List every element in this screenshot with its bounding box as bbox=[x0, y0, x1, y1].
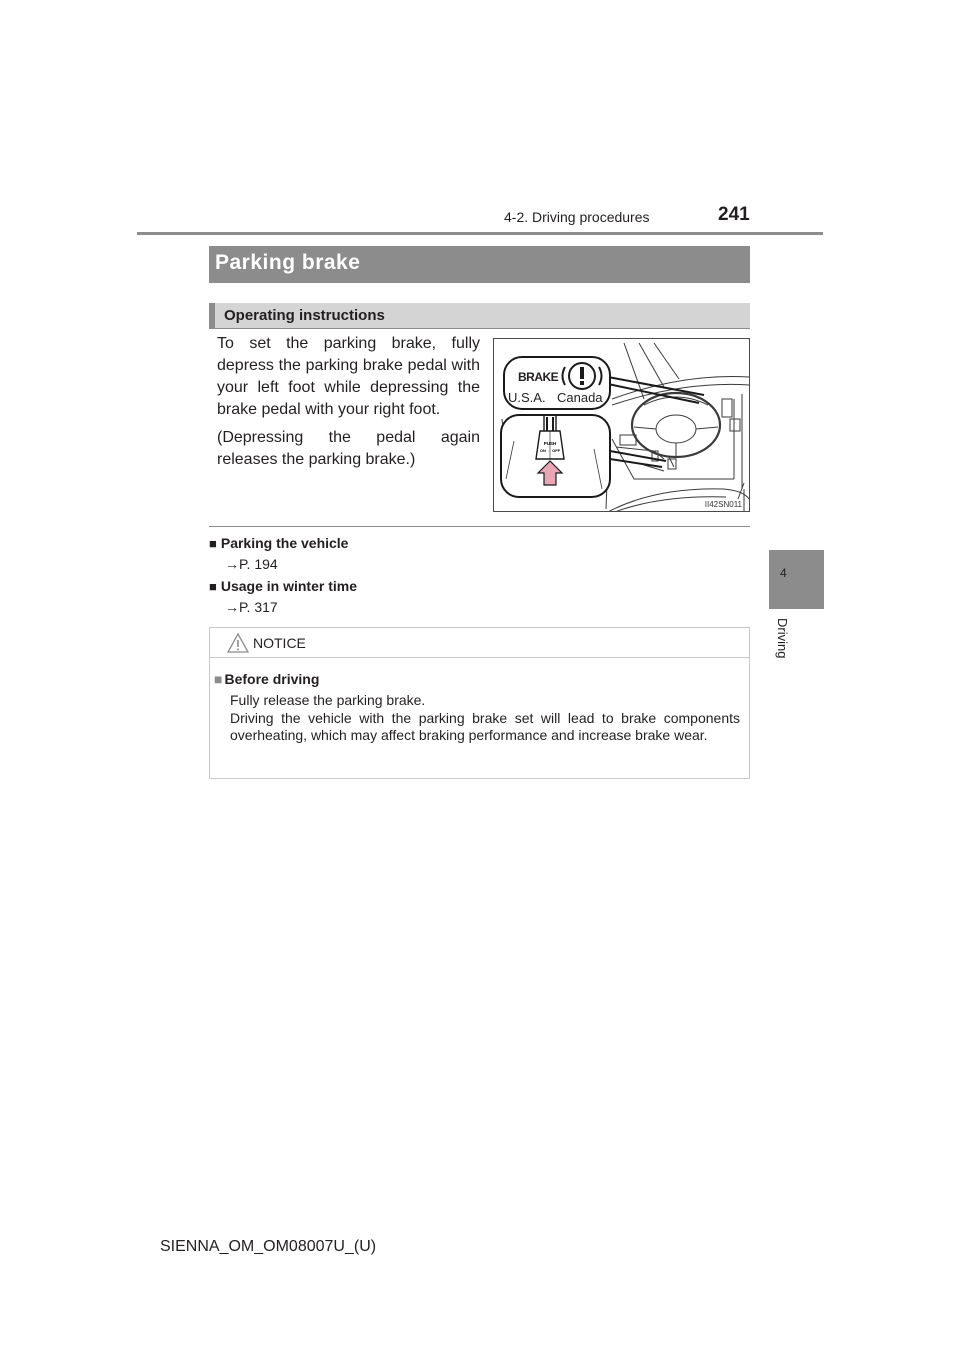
dashboard-drawing bbox=[494, 339, 750, 512]
subsection-title: Operating instructions bbox=[224, 307, 385, 324]
bullet-icon: ■ bbox=[209, 536, 217, 551]
notice-line: Driving the vehicle with the parking brake set will lead to brake components overheating, which may affect braking performance and increase brake wear. bbox=[230, 709, 740, 743]
subsection-accent bbox=[209, 303, 215, 329]
chapter-tab bbox=[769, 550, 824, 609]
notice-box bbox=[209, 627, 750, 779]
page-reference bbox=[225, 556, 278, 572]
header-rule bbox=[137, 232, 823, 235]
section-reference: 4-2. Driving procedures bbox=[504, 209, 650, 225]
notice-label: NOTICE bbox=[253, 635, 306, 651]
instructions-text bbox=[217, 333, 480, 477]
notice-subheading bbox=[214, 671, 319, 687]
brake-indicator-usa: BRAKE bbox=[518, 370, 559, 384]
pedal-label-push: PUSH bbox=[543, 441, 557, 446]
notice-line: Fully release the parking brake. bbox=[230, 692, 426, 708]
notice-body bbox=[230, 692, 740, 745]
arrow-icon: → bbox=[225, 599, 239, 615]
instruction-paragraph: To set the parking brake, fully depress the parking brake pedal with your left foot while depressing the brake pedal with your right foot. bbox=[217, 335, 480, 418]
notice-subheading-text: Before driving bbox=[224, 671, 320, 687]
chapter-tab-label-text: Driving bbox=[775, 618, 790, 659]
document-footer: SIENNA_OM_OM08007U_(U) bbox=[160, 1238, 377, 1255]
bullet-icon: ■ bbox=[209, 579, 217, 594]
notice-header bbox=[210, 628, 749, 658]
warning-triangle-icon bbox=[227, 632, 249, 654]
subsection-bar bbox=[209, 303, 750, 329]
section-title-bar bbox=[209, 246, 750, 283]
arrow-icon: → bbox=[225, 556, 239, 572]
page-reference-text: P. 194 bbox=[239, 556, 278, 572]
figure-code: II42SN011 bbox=[704, 500, 742, 509]
page-number: 241 bbox=[718, 204, 750, 225]
info-heading: Parking the vehicle bbox=[220, 535, 349, 551]
page-reference-text: P. 317 bbox=[239, 599, 278, 615]
section-title: Parking brake bbox=[215, 251, 361, 274]
info-heading: Usage in winter time bbox=[220, 578, 358, 594]
info-item-winter bbox=[209, 578, 358, 615]
region-label-canada: Canada bbox=[557, 390, 603, 405]
bullet-icon: ■ bbox=[214, 671, 223, 687]
parking-brake-illustration bbox=[493, 338, 750, 512]
chapter-tab-label bbox=[770, 616, 796, 676]
instruction-paragraph-note: (Depressing the pedal again releases the parking brake.) bbox=[217, 429, 480, 468]
section-divider bbox=[209, 526, 750, 527]
page-reference bbox=[225, 599, 278, 615]
pedal-label-onoff: ON ⇔ OFF bbox=[539, 448, 561, 453]
chapter-tab-number: 4 bbox=[780, 566, 787, 580]
info-item-parking bbox=[209, 535, 349, 572]
region-label-usa: U.S.A. bbox=[508, 390, 546, 405]
